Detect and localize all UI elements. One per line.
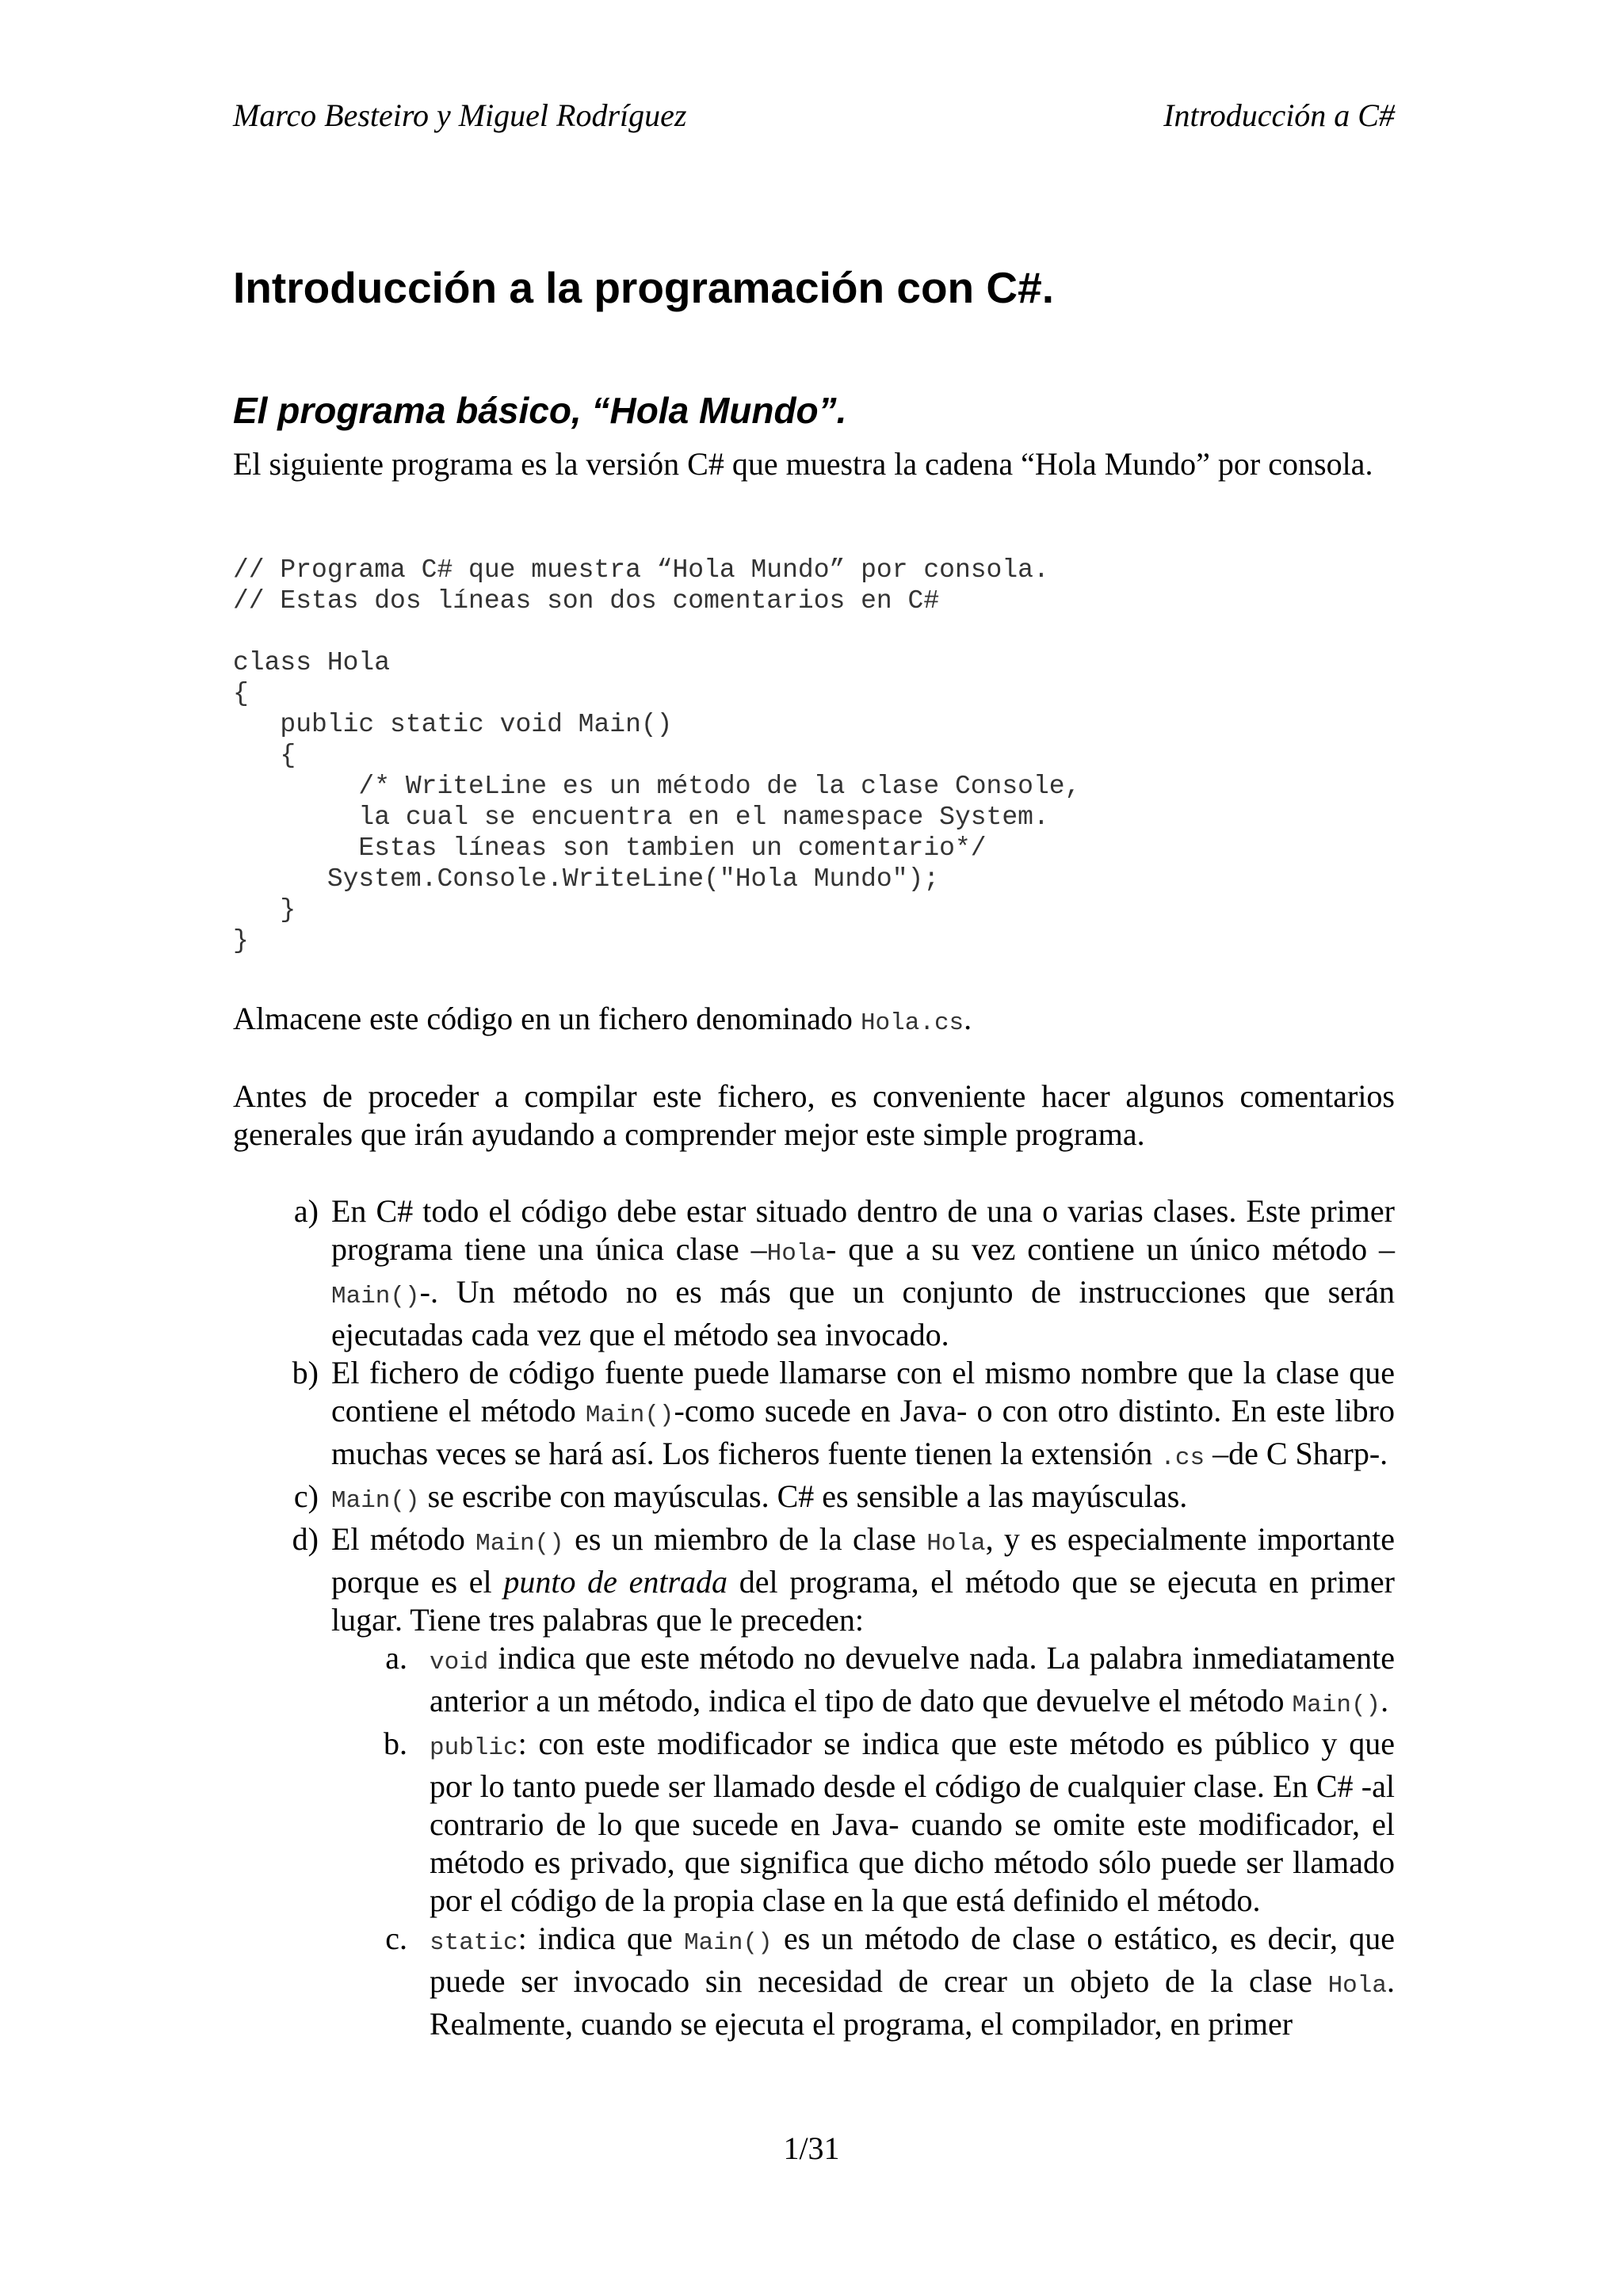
list-marker: a) (293, 1193, 319, 1229)
intro-paragraph-block (233, 445, 1395, 483)
comments-list (233, 1192, 1395, 2043)
list-marker: b) (292, 1355, 319, 1390)
running-header (233, 97, 1395, 135)
sub-list-item (233, 1920, 1395, 2043)
sub-list-item (233, 1725, 1395, 1920)
intro-paragraph: El siguiente programa es la versión C# que muestra la cadena “Hola Mundo” por consola. (233, 446, 1373, 482)
sub-list-marker: a. (385, 1640, 407, 1676)
store-text: Almacene este código en un fichero denominado (233, 1001, 861, 1036)
list-item (233, 1520, 1395, 1639)
list-item-text: El método Main() es un miembro de la clase Hola, y es especialmente importante porque es el punto de entrada del programa, el método que se ejecuta en primer lugar. Tiene tres palabras que le preceden: (331, 1521, 1395, 1638)
code-line: // Estas dos líneas son dos comentarios en C# (233, 586, 940, 616)
code-line: { (233, 679, 249, 708)
page-number: 1/31 (783, 2130, 840, 2166)
sub-list-marker: b. (384, 1726, 407, 1761)
list-item-text: El fichero de código fuente puede llamarse con el mismo nombre que la clase que contiene el método Main()-como sucede en Java- o con otro distinto. En este libro muchas veces se hará así. Los ficheros fuente tienen la extensión .cs –de C Sharp-. (331, 1355, 1395, 1472)
store-paragraph-block (233, 1000, 1395, 1043)
code-line: /* WriteLine es un método de la clase Console, (233, 772, 1081, 801)
list-item-text: En C# todo el código debe estar situado dentro de una o varias clases. Este primer programa tiene una única clase –Hola- que a su vez contiene un único método –Main()-. Un método no es más que un conjunto de instrucciones que serán ejecutadas cada vez que el método sea invocado. (331, 1193, 1395, 1352)
compile-paragraph-block (233, 1077, 1395, 1154)
list-item (233, 1192, 1395, 1354)
list-item-text: Main() se escribe con mayúsculas. C# es sensible a las mayúsculas. (331, 1478, 1188, 1515)
list-marker: c) (293, 1478, 319, 1514)
code-line: class Hola (233, 648, 391, 677)
compile-paragraph: Antes de proceder a compilar este fichero, es conveniente hacer algunos comentarios generales que irán ayudando a comprender mejor este simple programa. (233, 1078, 1395, 1152)
code-line: public static void Main() (233, 710, 673, 739)
sub-list-item (233, 1639, 1395, 1725)
list-item (233, 1478, 1395, 1520)
store-paragraph (233, 1000, 1395, 1043)
sub-list-item-text: public: con este modificador se indica que este método es público y que por lo tanto puede ser llamado desde el código de cualquier clase. En C# -al contrario de lo que sucede en Java- cuando se omite este modificador, el método es privado, que significa que dicho método sólo puede ser llamado por el código de la propia clase en la que está definido el método. (430, 1726, 1395, 1918)
header-book-title: Introducción a C# (1163, 97, 1395, 133)
code-line: } (233, 895, 296, 925)
code-line: // Programa C# que muestra “Hola Mundo” por consola. (233, 555, 1049, 585)
sub-list-item-text: void indica que este método no devuelve nada. La palabra inmediatamente anterior a un método, indica el tipo de dato que devuelve el método Main(). (430, 1640, 1395, 1719)
section-title: El programa básico, “Hola Mundo”. (233, 390, 847, 431)
filename-code: Hola.cs (860, 1009, 964, 1037)
code-line: { (233, 741, 296, 770)
sub-list-item-text: static: indica que Main() es un método de clase o estático, es decir, que puede ser invocado sin necesidad de crear un objeto de la clase Hola. Realmente, cuando se ejecuta el programa, el compilador, en primer (430, 1920, 1396, 2042)
code-listing (233, 555, 1080, 956)
code-line: } (233, 926, 249, 955)
code-line: la cual se encuentra en el namespace System. (233, 803, 1049, 832)
code-line: Estas líneas son tambien un comentario*/ (233, 833, 987, 863)
store-text-end: . (964, 1001, 972, 1036)
code-line: System.Console.WriteLine("Hola Mundo"); (233, 864, 940, 894)
list-item (233, 1354, 1395, 1478)
list-marker: d) (292, 1521, 319, 1557)
sub-list-marker: c. (385, 1920, 407, 1956)
chapter-title: Introducción a la programación con C#. (233, 263, 1055, 312)
header-authors: Marco Besteiro y Miguel Rodríguez (233, 97, 687, 133)
